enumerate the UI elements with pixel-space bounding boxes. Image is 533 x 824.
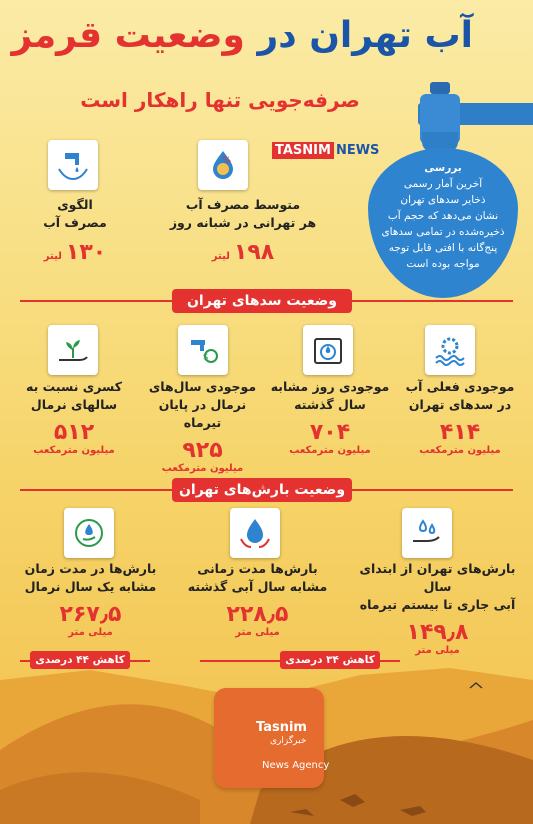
drop-line: نشان می‌دهد که حجم آب xyxy=(387,210,499,222)
gear-waves-icon xyxy=(425,325,475,375)
rain-last-year-stat xyxy=(175,560,340,638)
consumption-pattern-stat xyxy=(20,196,130,265)
stat-value: ۹۲۵ xyxy=(182,438,223,463)
stat-value: ۴۱۴ xyxy=(439,420,481,445)
stat-value: ۵۱۲ xyxy=(53,420,95,445)
stat-label: بارش‌ها در مدت زمان xyxy=(24,561,157,576)
faucet-dollar-icon xyxy=(178,325,228,375)
stat-value: ۱۳۰ xyxy=(65,240,107,265)
drop-text xyxy=(370,160,516,272)
dams-section-title: وضعیت سدهای تهران xyxy=(172,289,352,313)
reduction-badge-44: کاهش ۴۴ درصدی xyxy=(30,651,130,669)
svg-text:%: % xyxy=(222,156,231,166)
subtitle: صرفه‌جویی تنها راهکار است xyxy=(80,88,360,112)
stat-label: بارش‌ها مدت زمانی xyxy=(197,561,318,576)
current-dam-stock-stat xyxy=(400,378,520,456)
stat-value: ۱۹۸ xyxy=(233,240,275,265)
brand-news: NEWS xyxy=(335,143,380,158)
drop-line: ذخیره‌شده در تمامی سدهای xyxy=(381,226,505,238)
drop-leaf-icon xyxy=(64,508,114,558)
dam-calendar-icon xyxy=(303,325,353,375)
hand-plant-icon xyxy=(48,325,98,375)
brand-mark xyxy=(272,143,379,158)
faucet-hands-icon xyxy=(48,140,98,190)
stat-unit: میلیون مترمکعب xyxy=(161,463,244,474)
stat-value: ۱۴۹٫۸ xyxy=(406,620,469,645)
stat-label: متوسط مصرف آب xyxy=(185,197,301,212)
stat-unit: میلیون مترمکعب xyxy=(33,445,115,456)
logo-agency-fa: خبرگزاری xyxy=(270,736,307,746)
stat-label: بارش‌های تهران از ابتدای سال xyxy=(359,561,516,594)
stat-label: مشابه سال آبی گذشته xyxy=(187,579,328,594)
rain-normal-year-stat xyxy=(8,560,173,638)
stat-unit: میلی متر xyxy=(235,627,280,638)
stat-unit: میلیون مترمکعب xyxy=(419,445,501,456)
stat-label: نرمال در پایان تیرماه xyxy=(158,397,247,430)
stat-unit: میلیون مترمکعب xyxy=(289,445,371,456)
stat-label: موجودی فعلی آب xyxy=(405,379,515,394)
faucet-handle-icon xyxy=(430,82,450,94)
drop-line: پنج‌گانه با افتی قابل توجه xyxy=(388,242,498,254)
drop-line: مواجه بوده است xyxy=(406,258,480,270)
avg-consumption-stat xyxy=(168,196,318,265)
stat-label: آبی جاری تا بیستم تیرماه xyxy=(359,597,516,612)
stat-unit: میلی متر xyxy=(68,627,113,638)
globe-hands-icon xyxy=(230,508,280,558)
last-year-stock-stat xyxy=(270,378,390,456)
stat-label: الگوی xyxy=(57,197,93,212)
water-usage-chart-icon xyxy=(198,140,248,190)
rain-section-title: وضعیت بارش‌های تهران xyxy=(172,478,352,502)
stat-label: مشابه یک سال نرمال xyxy=(24,579,157,594)
stat-unit: میلی متر xyxy=(415,645,460,656)
stat-value: ۲۶۷٫۵ xyxy=(59,602,122,627)
brand-tasnim: TASNIM xyxy=(272,142,334,159)
svg-text:$: $ xyxy=(202,352,209,363)
stat-value: ۲۲۸٫۵ xyxy=(226,602,289,627)
stat-label: موجودی روز مشابه xyxy=(270,379,390,394)
drops-hand-icon xyxy=(402,508,452,558)
stat-label: در سدهای تهران xyxy=(408,397,512,412)
stat-label: سالهای نرمال xyxy=(30,397,118,412)
stat-label: مصرف آب xyxy=(43,215,107,230)
drop-line: بررسی xyxy=(424,162,462,174)
normal-stock-stat xyxy=(140,378,265,474)
tasnim-logo xyxy=(214,688,324,788)
drop-line: آخرین آمار رسمی xyxy=(403,178,483,190)
stat-label: سال گذشته xyxy=(294,397,366,412)
stat-label: موجودی سال‌های xyxy=(148,379,257,394)
stat-unit: لیتر xyxy=(43,251,62,262)
stat-value: ۷۰۴ xyxy=(309,420,351,445)
stat-unit: لیتر xyxy=(211,251,230,262)
stat-label: هر تهرانی در شبانه روز xyxy=(169,215,317,230)
title-part-1: آب تهران در xyxy=(257,15,473,56)
drop-line: ذخایر سدهای تهران xyxy=(400,194,486,206)
stat-label: کسری نسبت به xyxy=(26,379,122,394)
logo-name-en: Tasnim xyxy=(256,720,307,735)
deficit-stat xyxy=(14,378,134,456)
title-part-2: وضعیت قرمز xyxy=(11,15,245,56)
reduction-badge-34: کاهش ۳۴ درصدی xyxy=(280,651,380,669)
page-title xyxy=(11,14,473,58)
logo-subtitle-en: News Agency xyxy=(262,760,330,771)
